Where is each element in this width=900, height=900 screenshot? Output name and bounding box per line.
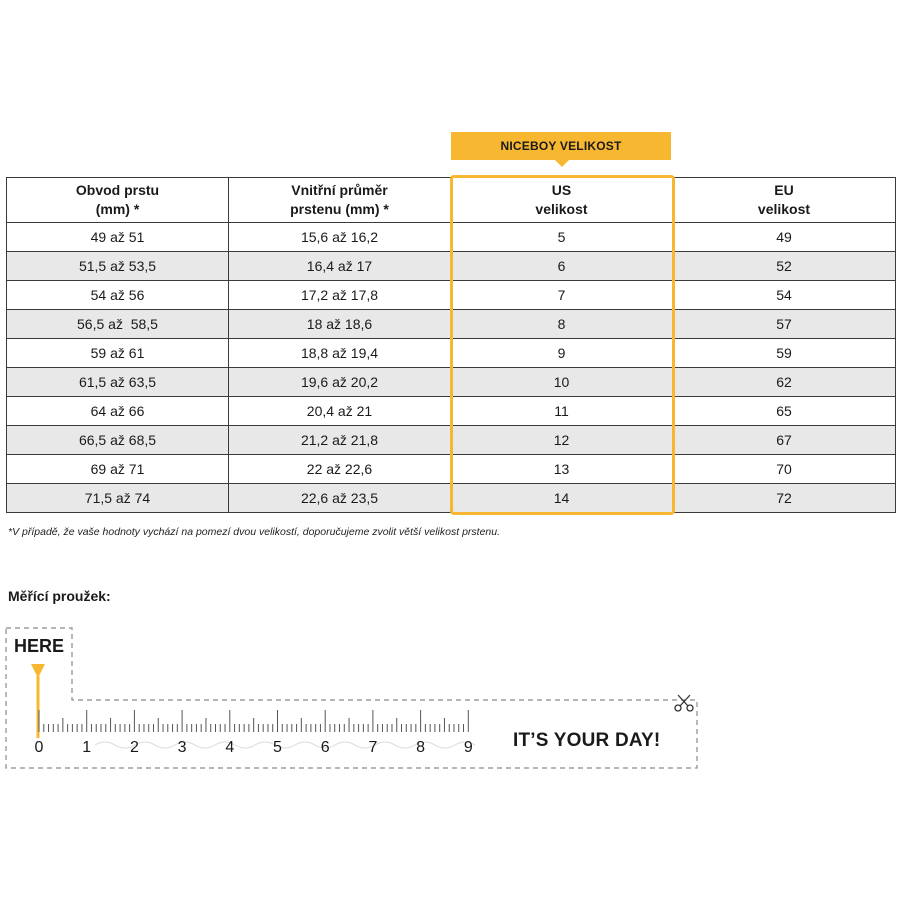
ruler-number: 6 bbox=[320, 739, 330, 756]
cell-eu: 62 bbox=[673, 368, 896, 397]
cell-eu: 54 bbox=[673, 281, 896, 310]
cell-us: 5 bbox=[451, 223, 673, 252]
ruler-number: 3 bbox=[177, 739, 187, 756]
cell-us: 10 bbox=[451, 368, 673, 397]
here-label: HERE bbox=[14, 636, 65, 656]
cell-us: 11 bbox=[451, 397, 673, 426]
cell-circumference: 56,5 až 58,5 bbox=[7, 310, 229, 339]
cell-diameter: 21,2 až 21,8 bbox=[229, 426, 451, 455]
cell-us: 12 bbox=[451, 426, 673, 455]
ruler-number: 4 bbox=[225, 739, 235, 756]
cell-circumference: 49 až 51 bbox=[7, 223, 229, 252]
table-row bbox=[7, 310, 896, 339]
ruler-number: 2 bbox=[129, 739, 139, 756]
cell-diameter: 22 až 22,6 bbox=[229, 455, 451, 484]
cell-eu: 52 bbox=[673, 252, 896, 281]
cell-diameter: 18,8 až 19,4 bbox=[229, 339, 451, 368]
cell-diameter: 16,4 až 17 bbox=[229, 252, 451, 281]
cell-eu: 57 bbox=[673, 310, 896, 339]
scissors-icon bbox=[675, 695, 693, 711]
cell-diameter: 22,6 až 23,5 bbox=[229, 484, 451, 513]
cell-us: 13 bbox=[451, 455, 673, 484]
cell-us: 9 bbox=[451, 339, 673, 368]
ruler-number: 0 bbox=[34, 739, 44, 756]
ruler-number: 9 bbox=[463, 739, 473, 756]
cell-eu: 72 bbox=[673, 484, 896, 513]
table-row bbox=[7, 397, 896, 426]
cell-us: 14 bbox=[451, 484, 673, 513]
table-row bbox=[7, 223, 896, 252]
its-your-day-label: IT’S YOUR DAY! bbox=[513, 730, 661, 751]
table-header-row bbox=[7, 178, 896, 223]
cell-circumference: 66,5 až 68,5 bbox=[7, 426, 229, 455]
header-eu-size: EU velikost bbox=[673, 178, 896, 223]
cell-eu: 70 bbox=[673, 455, 896, 484]
table-row bbox=[7, 455, 896, 484]
badge-arrow bbox=[555, 160, 569, 167]
cell-us: 7 bbox=[451, 281, 673, 310]
ruler-number: 5 bbox=[273, 739, 282, 756]
ruler-ticks bbox=[39, 710, 468, 732]
cell-diameter: 17,2 až 17,8 bbox=[229, 281, 451, 310]
cell-eu: 59 bbox=[673, 339, 896, 368]
cell-diameter: 20,4 až 21 bbox=[229, 397, 451, 426]
footnote: *V případě, že vaše hodnoty vychází na pomezí dvou velikostí, doporučujeme zvolit větší velikost prstenu. bbox=[8, 526, 501, 538]
cell-circumference: 61,5 až 63,5 bbox=[7, 368, 229, 397]
ruler-number: 1 bbox=[82, 739, 92, 756]
table-row bbox=[7, 426, 896, 455]
header-inner-diameter: Vnitřní průměr prstenu (mm) * bbox=[229, 178, 451, 223]
table-row bbox=[7, 339, 896, 368]
cell-diameter: 15,6 až 16,2 bbox=[229, 223, 451, 252]
table-row bbox=[7, 368, 896, 397]
niceboy-size-badge bbox=[451, 132, 671, 160]
badge-label: NICEBOY VELIKOST bbox=[500, 139, 622, 153]
cell-circumference: 71,5 až 74 bbox=[7, 484, 229, 513]
header-us-size: US velikost bbox=[451, 178, 673, 223]
cell-diameter: 19,6 až 20,2 bbox=[229, 368, 451, 397]
cell-eu: 49 bbox=[673, 223, 896, 252]
header-circumference: Obvod prstu (mm) * bbox=[7, 178, 229, 223]
cell-circumference: 69 až 71 bbox=[7, 455, 229, 484]
table-row bbox=[7, 484, 896, 513]
table-row bbox=[7, 252, 896, 281]
cell-us: 8 bbox=[451, 310, 673, 339]
cell-circumference: 59 až 61 bbox=[7, 339, 229, 368]
start-marker-icon bbox=[31, 664, 45, 678]
ruler-number: 7 bbox=[368, 739, 378, 756]
cell-circumference: 51,5 až 53,5 bbox=[7, 252, 229, 281]
cell-circumference: 64 až 66 bbox=[7, 397, 229, 426]
cell-circumference: 54 až 56 bbox=[7, 281, 229, 310]
cell-eu: 67 bbox=[673, 426, 896, 455]
ring-size-table bbox=[6, 177, 896, 513]
cell-us: 6 bbox=[451, 252, 673, 281]
measuring-strip-title: Měřící proužek: bbox=[8, 588, 111, 604]
cell-diameter: 18 až 18,6 bbox=[229, 310, 451, 339]
table-row bbox=[7, 281, 896, 310]
ruler-number: 8 bbox=[416, 739, 426, 756]
cell-eu: 65 bbox=[673, 397, 896, 426]
